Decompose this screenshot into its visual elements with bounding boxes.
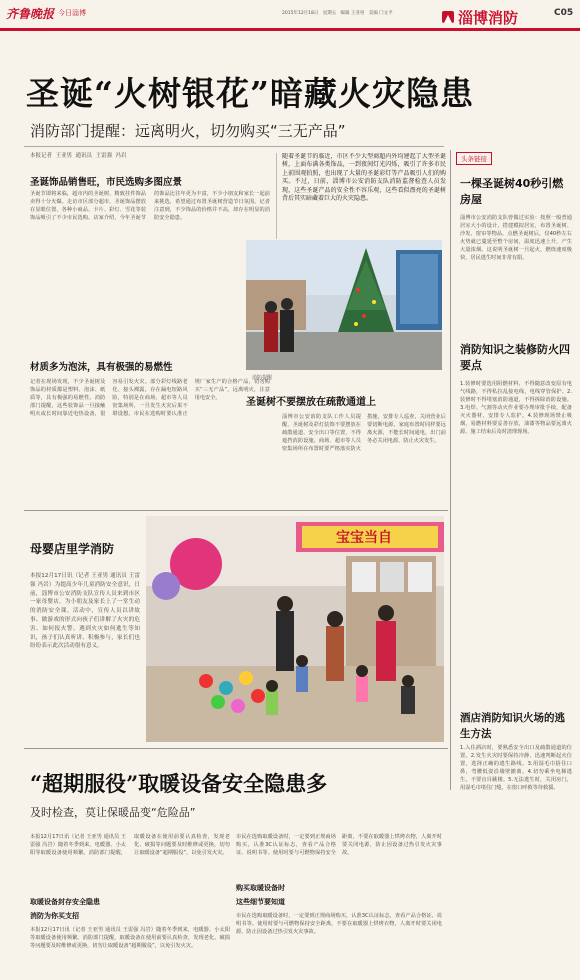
sidebar-head1: 一棵圣诞树40秒引燃房屋 (460, 177, 564, 206)
bottom-title: “超期服役”取暖设备安全隐患多 (30, 771, 328, 796)
masthead-rule (0, 28, 580, 31)
lead-title: 圣诞“火树银花”暗藏火灾隐患 (26, 74, 474, 113)
mid-photo-kids-class (146, 516, 444, 742)
sidebar-head2: 消防知识之装修防火四要点 (460, 343, 570, 372)
bottom-body-continued: 市民在选购取暖设备时，一定要到正规商场购买，认准3C认证标志，查看产品合格证、说明书等。使用时要与可燃物保持安全距离，不要在取暖器上烘烤衣物，人离开时要关闭电源，防止因设备过热引发火灾事故。 (236, 913, 442, 935)
sidebar-body1: 淄博市公安消防支队曾做过实验：按照一般普通居室大小的设计，搭建模拟居室，布置圣诞树、沙发、窗帘等物品，点燃圣诞树后，仅40秒左右火势就已蔓延至整个房间，温度迅速上升，产生大量浓烟。这说明圣诞树一旦起火，燃烧速度极快，居民逃生时间非常有限。 (460, 215, 572, 261)
masthead (0, 0, 580, 34)
lead-section2-head: 材质多为泡沫，具有极强的易燃性 (30, 362, 173, 373)
mid-divider (24, 510, 448, 511)
lead-section1-head: 圣诞饰品销售旺，市民选购多图应景 (30, 177, 183, 188)
bottom-body: 本报12月17日讯（记者 王亚男 通讯员 王雷强 冯岩）随着冬季到来，电暖器、小太阳等取暖设备使用频繁。消防部门提醒，取暖设备在使用前要认真检查，发现老化、破损等问题要及时维修或更换，切勿让取暖设备“超期服役”，以免引发火灾。 (30, 834, 230, 856)
lead-photo-christmas-tree (246, 240, 442, 370)
masthead-section-icon (442, 11, 454, 23)
lead-divider (24, 146, 444, 147)
lead-section2-body: 记者在现场发现，不少圣诞树及饰品的材质都是塑料、泡沫、纸质等，具有极强的易燃性。消防部门提醒，这些装饰品一旦接触明火或长时间靠近电热设备，很容易引发火灾。部分彩灯线路老化、接头裸露，存在漏电短路风险，特别是在商场、超市等人员密集场所，一旦发生火灾后果不堪设想。市民在选购时要认准正规厂家生产的合格产品，切勿购买“三无产品”，远离明火，注意用电安全。 (30, 379, 270, 417)
lead-section1-body: 圣诞节即将来临，超市内的圣诞树、精致挂件饰品卖得十分火爆。走访市区部分超市，圣诞饰品摆放在显眼位置，各种小商品、卡片、彩灯、雪花等装饰品吸引了不少市民选购。店家介绍，今年圣诞节的饰品比往年更为丰富，不少小朋友和家长一起前来挑选，希望通过布置圣诞树营造节日氛围。记者注意到，不少饰品的价格并不高，却存在明显的消防安全隐患。 (30, 191, 270, 221)
masthead-page-no: C05 (554, 8, 574, 18)
mid-photo-banner: 宝宝当自 (336, 530, 392, 546)
masthead-logo-sub: 今日淄博 (58, 9, 86, 17)
mid-head: 母婴店里学消防 (30, 542, 115, 556)
lead-byline: 本报记者 王亚男 通讯员 王雷强 冯岩 (30, 153, 127, 159)
sidebar-body2: 1.装修时要选用阻燃材料，不得随意改变原有电气线路，不得私拉乱接电线，电线穿管保护。2.装修时不得堵塞消防通道，不得拆除消防设施。3.电焊、气割等动火作业要办理审批手续，配备灭火器材，安排专人监护。4.装修现场禁止吸烟，易燃材料要妥善存放，油漆等物品要远离火源，施工结束后及时清理现场。 (460, 381, 572, 435)
lead-photo-caption: 消防提醒 (252, 375, 273, 381)
sidebar-body3: 1.入住酒店时，要熟悉安全出口及疏散通道的位置。2.发生火灾时要保持冷静，迅速判断起火位置，选择正确的逃生路线。3.用湿毛巾捂住口鼻，弯腰低姿沿墙壁撤离。4.切勿乘坐电梯逃生，不要盲目跳楼。5.无法逃生时，关闭房门，用湿毛巾堵住门缝，在窗口呼救等待救援。 (460, 745, 572, 791)
mid-body: 本报12月17日讯（记者 王亚男 通讯员 王雷强 冯岩）为提高少年儿童消防安全意识，日前，淄博市公安消防支队宣传人员来到市区一家母婴店，为小朋友及家长上了一堂生动的消防安全课。活动中，宣传人员以讲故事、做游戏的形式向孩子们讲解了火灾的危害、如何报火警、遇到火灾如何逃生等知识，孩子们认真听讲、积极参与，家长们也纷纷表示此次活动很有意义。 (30, 573, 140, 650)
bottom-sub1: 取暖设备封存安全隐患 (30, 898, 100, 906)
sidebar-head3: 酒店消防知识火场的逃生方法 (460, 712, 565, 740)
lead-col3-body: 随着圣诞节的临近，市区不少大型商超内外均建起了大型圣诞树，上面布满各类饰品，一到夜间灯光闪烁，吸引了许多市民上前围观拍照，也出现了大量的圣诞彩灯等产品吸引人们的购买。不过，日前，淄博市公安消防支队消防监督检查人员发现，这些圣诞产品的安全性不容乐观，这些看似漂亮的圣诞树背后其实暗藏着巨大的火灾隐患。 (282, 153, 446, 203)
masthead-section: 淄博消防 (458, 9, 519, 27)
bottom-divider (24, 748, 448, 749)
lead-subtitle: 消防部门提醒：远离明火，切勿购买“三无产品” (30, 122, 346, 140)
lead-col3-body2: 淄博市公安消防支队工作人员提醒，圣诞树及彩灯装饰不要摆放在疏散通道、安全出口等位置，不得遮挡消防设施。商场、超市等人员密集场所在布置时要严格落实防火措施，安排专人巡查，关闭营业后要切断电源。家庭布置时同样要远离火源，不能长时间通电，出门前务必关闭电源，防止火灾发生。 (282, 414, 446, 452)
masthead-logo: 齐鲁晚报 (6, 7, 55, 21)
masthead-meta: 2015年12月18日 星期五 编辑 王亚男 美编 门文平 (282, 11, 393, 16)
lead-col3-head: 圣诞树不要摆放在疏散通道上 (246, 397, 376, 408)
sidebar-tag: 头条链接 (456, 152, 492, 165)
bottom-sub4: 这些细节要知道 (236, 898, 285, 906)
bottom-subtitle: 及时检查，莫让保暖品变“危险品” (30, 806, 196, 819)
bottom-body2: 市民在选购取暖设备时，一定要到正规商场购买，认准3C认证标志，查看产品合格证、说明书等。使用时要与可燃物保持安全距离，不要在取暖器上烘烤衣物，人离开时要关闭电源，防止因设备过热引发火灾事故。 (236, 834, 442, 856)
bottom-body-col1-continued: 本报12月17日讯（记者 王亚男 通讯员 王雷强 冯岩）随着冬季到来，电暖器、小太阳等取暖设备使用频繁。消防部门提醒，取暖设备在使用前要认真检查，发现老化、破损等问题要及时维修或更换，切勿让取暖设备“超期服役”，以免引发火灾。 (30, 927, 230, 949)
sidebar-divider (450, 150, 451, 790)
bottom-sub2: 消防为你买支招 (30, 912, 79, 920)
lead-col-divider (276, 153, 277, 239)
bottom-sub3: 购买取暖设备时 (236, 884, 285, 892)
